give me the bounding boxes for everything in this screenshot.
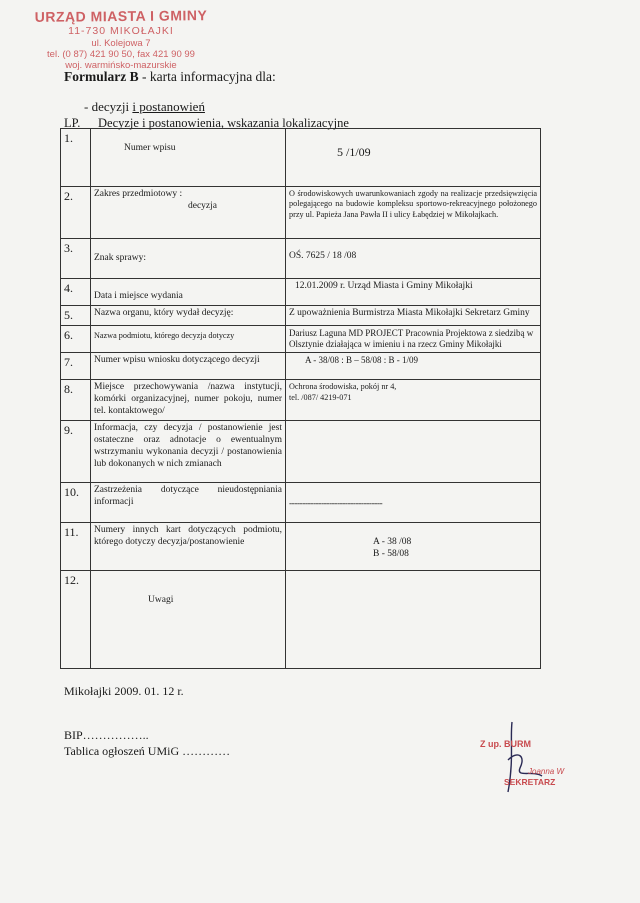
row-number: 9.	[61, 421, 91, 483]
row-label: Nazwa organu, który wydał decyzję:	[91, 305, 286, 325]
row-value-text: A - 38/08 : B – 58/08 : B - 1/09	[305, 355, 419, 366]
row-label-subtext: decyzja	[188, 200, 218, 211]
row-number: 12.	[61, 571, 91, 669]
row-value	[286, 279, 541, 306]
row-value	[286, 239, 541, 279]
table-row	[61, 239, 541, 279]
form-subtitle	[84, 99, 205, 115]
notice-board-line: Tablica ogłoszeń UMiG …………	[64, 744, 231, 758]
row-label	[91, 239, 286, 279]
row-label-text: Uwagi	[148, 595, 174, 605]
row-label-text: Zakres przedmiotowy :	[94, 189, 183, 199]
lp-label: LP.	[64, 116, 81, 130]
row-value-line: Ochrona środowiska, pokój nr 4,	[289, 382, 397, 392]
signature-block	[472, 720, 592, 800]
info-table	[60, 128, 541, 669]
form-title-bold: Formularz B	[64, 69, 139, 84]
row-label: Numer wpisu wniosku dotyczącego decyzji	[91, 353, 286, 380]
row-value	[286, 523, 541, 571]
row-value	[286, 571, 541, 669]
form-title-rest: - karta informacyjna dla:	[138, 69, 276, 84]
row-number: 2.	[61, 187, 91, 239]
table-row	[61, 353, 541, 380]
row-value-text: 12.01.2009 r. Urząd Miasta i Gminy Mikołajki	[295, 281, 473, 291]
bip-line: BIP……………..	[64, 728, 149, 742]
row-number: 7.	[61, 353, 91, 380]
row-label: Miejsce przechowywania /nazwa instytucji, komórki organizacyjnej, numer pokoju, numer tel. kontaktowego/	[91, 380, 286, 421]
row-value-line: A - 38 /08	[373, 537, 412, 547]
subtitle-prefix: - decyzji	[84, 99, 133, 114]
row-label-text: Znak sprawy:	[94, 253, 146, 263]
row-number: 11.	[61, 523, 91, 571]
stamp-line-2: 11-730 MIKOŁAJKI	[68, 25, 174, 37]
row-number: 8.	[61, 380, 91, 421]
table-row	[61, 523, 541, 571]
subtitle-underlined: i postanowień	[132, 99, 205, 114]
row-value-text: -----------------------------------	[289, 499, 383, 509]
row-value	[286, 353, 541, 380]
table-row	[61, 325, 541, 353]
row-value: Z upoważnienia Burmistrza Miasta Mikołajki Sekretarz Gminy	[286, 305, 541, 325]
stamp-line-4: tel. (0 87) 421 90 50, fax 421 90 99	[47, 49, 195, 60]
table-row	[61, 571, 541, 669]
row-number: 5.	[61, 305, 91, 325]
row-number: 3.	[61, 239, 91, 279]
signature-scribble	[472, 720, 592, 800]
signature-stamp-line-2: Joanna W	[528, 767, 565, 776]
row-value-text: 5 /1/09	[337, 145, 371, 159]
table-row	[61, 129, 541, 187]
table-row	[61, 483, 541, 523]
row-value-line: B - 58/08	[373, 548, 409, 559]
row-number: 1.	[61, 129, 91, 187]
row-value: O środowiskowych uwarunkowaniach zgody na realizacje przedsięwzięcia polegającego na budowie kompleksu sportowo-rekreacyjnego położonego przy ul. Papieża Jana Pawła II i ulicy Łabędziej w Mikołajkach.	[286, 187, 541, 239]
row-value-text: OŚ. 7625 / 18 /08	[289, 251, 357, 261]
place-date: Mikołajki 2009. 01. 12 r.	[64, 684, 184, 698]
row-label	[91, 571, 286, 669]
row-label-text: Numer wpisu	[124, 143, 176, 153]
row-number: 4.	[61, 279, 91, 306]
table-row	[61, 380, 541, 421]
form-title	[64, 69, 276, 85]
row-value	[286, 129, 541, 187]
row-label-text: Data i miejsce wydania	[94, 291, 183, 301]
row-value	[286, 325, 541, 353]
row-value-line: tel. /087/ 4219-071	[289, 392, 352, 402]
row-label	[91, 187, 286, 239]
row-value-text: Dariusz Laguna MD PROJECT Pracownia Projektowa z siedzibą w Olsztynie działająca w imieniu i na rzecz Gminy Mikołajki	[289, 327, 534, 350]
row-number: 10.	[61, 483, 91, 523]
lp-heading: Decyzje i postanowienia, wskazania lokalizacyjne	[98, 116, 349, 130]
signature-stamp-line-1: Z up. BURM	[480, 739, 531, 749]
office-stamp	[6, 8, 236, 71]
row-value	[286, 421, 541, 483]
row-label	[91, 325, 286, 353]
table-row	[61, 187, 541, 239]
row-label-text: Nazwa podmiotu, którego decyzja dotyczy	[94, 330, 235, 340]
row-label: Numery innych kart dotyczących podmiotu, którego dotyczy decyzja/postanowienie	[91, 523, 286, 571]
row-label: Informacja, czy decyzja / postanowienie jest ostateczne oraz adnotacje o ewentualnym wstrzymaniu wykonania decyzji / postanowienia lub dokonanych w nich zmianach	[91, 421, 286, 483]
row-label	[91, 279, 286, 306]
row-label: Zastrzeżenia dotyczące nieudostępniania informacji	[91, 483, 286, 523]
stamp-line-3: ul. Kolejowa 7	[91, 38, 151, 49]
stamp-line-5: woj. warmińsko-mazurskie	[65, 60, 177, 71]
row-value	[286, 483, 541, 523]
row-value	[286, 380, 541, 421]
stamp-line-1: URZĄD MIASTA I GMINY	[34, 7, 208, 25]
row-label	[91, 129, 286, 187]
table-row	[61, 421, 541, 483]
signature-stamp-line-3: SEKRETARZ	[504, 777, 556, 787]
table-row	[61, 305, 541, 325]
table-row	[61, 279, 541, 306]
row-number: 6.	[61, 325, 91, 353]
